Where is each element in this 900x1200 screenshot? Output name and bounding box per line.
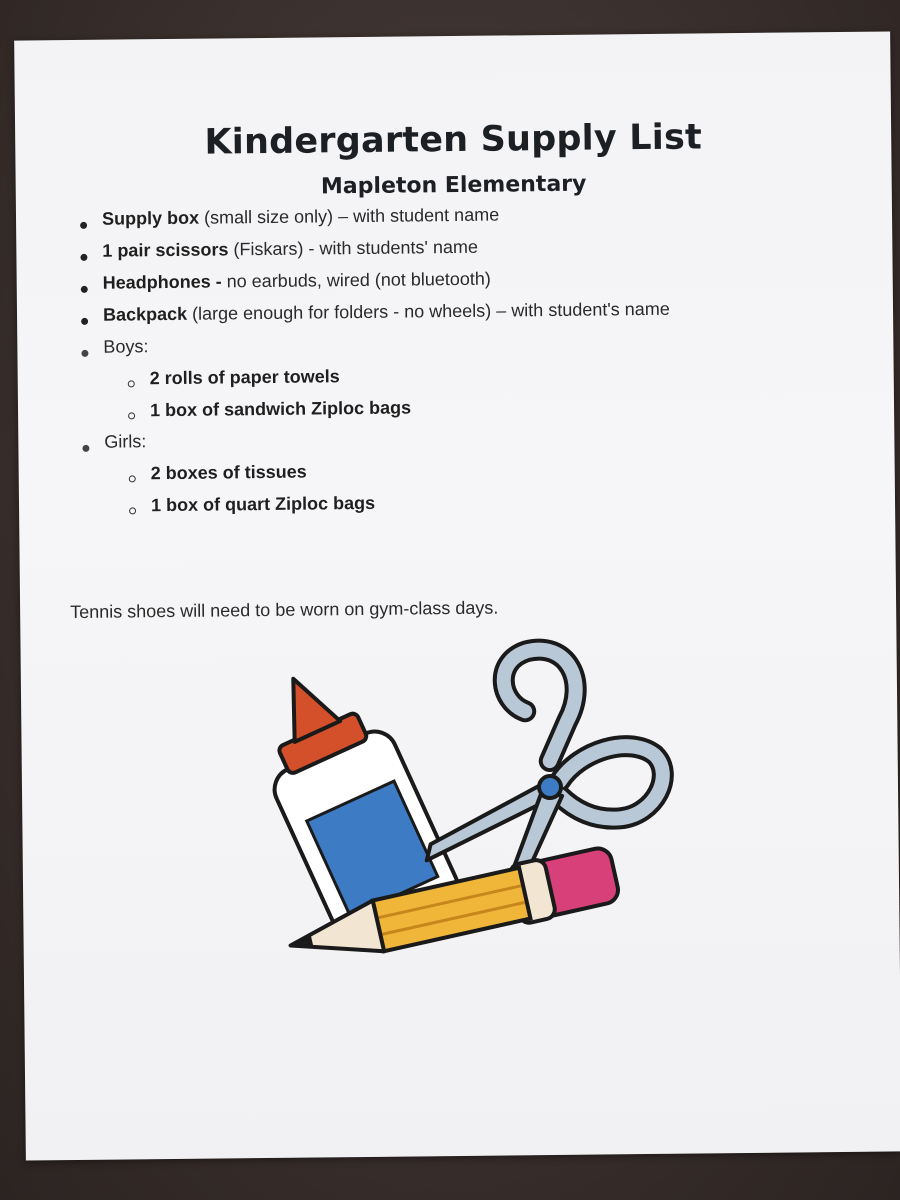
sub-list-item: 2 rolls of paper towels [149, 366, 340, 389]
list-item [102, 205, 499, 230]
list-item [102, 237, 478, 262]
item-detail: (small size only) – with student name [198, 204, 500, 228]
bullet-icon [81, 350, 88, 357]
sub-bullet-icon [129, 507, 136, 514]
sub-list-item: 1 box of quart Ziploc bags [150, 492, 376, 516]
item-detail: (Fiskars) - with students' name [228, 236, 479, 260]
sub-bullet-icon [129, 475, 136, 482]
supply-list [14, 31, 900, 1160]
list-item [103, 299, 670, 326]
bullet-icon [82, 445, 89, 452]
item-label: Headphones - [102, 271, 222, 293]
list-item [103, 269, 491, 294]
item-label: Backpack [102, 303, 188, 325]
paper-sheet [14, 31, 900, 1160]
item-detail: no earbuds, wired (not bluetooth) [221, 268, 491, 292]
bullet-icon [80, 254, 87, 261]
page-subtitle: Mapleton Elementary [320, 171, 587, 200]
item-label: 1 pair scissors [102, 239, 229, 261]
bullet-icon [80, 222, 87, 229]
group-label-girls: Girls: [104, 431, 147, 452]
bullet-icon [81, 286, 88, 293]
school-supplies-clipart [248, 630, 681, 964]
sub-list-item: 2 boxes of tissues [150, 461, 307, 484]
item-label: Supply box [101, 207, 200, 229]
item-detail: (large enough for folders - no wheels) – with student's name [186, 298, 670, 324]
group-label-boys: Boys: [103, 336, 149, 357]
bullet-icon [81, 318, 88, 325]
sub-bullet-icon [128, 380, 135, 387]
sub-list-item: 1 box of sandwich Ziploc bags [149, 397, 412, 421]
sub-bullet-icon [128, 412, 135, 419]
gym-note: Tennis shoes will need to be worn on gym-class days. [70, 597, 499, 623]
page-title: Kindergarten Supply List [204, 117, 703, 163]
